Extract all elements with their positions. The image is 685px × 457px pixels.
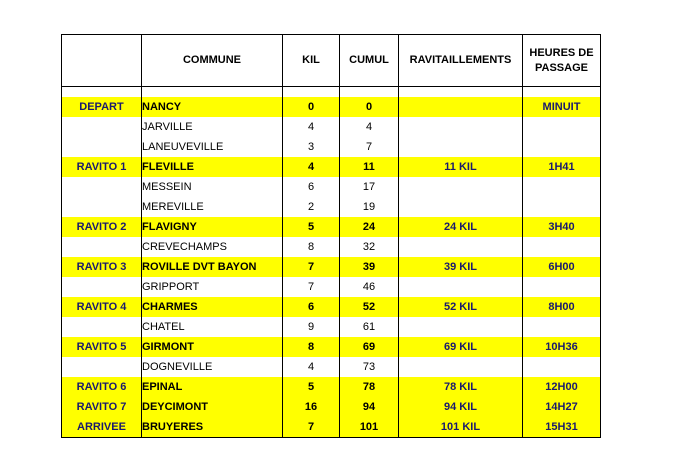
commune-cell: CREVECHAMPS [142,237,283,257]
stage-cell [62,237,142,257]
time-cell: 6H00 [523,257,601,277]
cumul-cell: 101 [340,417,399,438]
time-cell [523,177,601,197]
table-row [62,277,601,297]
stage-cell: RAVITO 2 [62,217,142,237]
km-cell: 6 [283,177,340,197]
time-cell: 10H36 [523,337,601,357]
cumul-cell: 4 [340,117,399,137]
cumul-cell: 19 [340,197,399,217]
table-row [62,297,601,317]
refuel-cell [399,197,523,217]
table-row [62,417,601,438]
km-cell: 5 [283,217,340,237]
commune-cell: DEYCIMONT [142,397,283,417]
commune-cell: CHATEL [142,317,283,337]
cumul-cell: 61 [340,317,399,337]
header-commune: COMMUNE [142,35,283,87]
km-cell: 6 [283,297,340,317]
cumul-cell: 69 [340,337,399,357]
km-cell: 3 [283,137,340,157]
commune-cell: ROVILLE DVT BAYON [142,257,283,277]
commune-cell: FLEVILLE [142,157,283,177]
commune-cell: JARVILLE [142,117,283,137]
refuel-cell: 78 KIL [399,377,523,397]
km-cell: 0 [283,97,340,117]
km-cell: 9 [283,317,340,337]
stage-cell: RAVITO 3 [62,257,142,277]
time-cell: 1H41 [523,157,601,177]
km-cell: 16 [283,397,340,417]
commune-cell: CHARMES [142,297,283,317]
commune-cell: GRIPPORT [142,277,283,297]
time-cell: 3H40 [523,217,601,237]
cumul-cell: 17 [340,177,399,197]
refuel-cell [399,237,523,257]
time-cell: 15H31 [523,417,601,438]
spacer-cell [283,87,340,98]
cumul-cell: 78 [340,377,399,397]
refuel-cell [399,117,523,137]
time-cell: 14H27 [523,397,601,417]
time-cell [523,237,601,257]
refuel-cell [399,357,523,377]
header-cumul: CUMUL [340,35,399,87]
km-cell: 7 [283,257,340,277]
header-row [62,35,601,87]
cumul-cell: 0 [340,97,399,117]
cumul-cell: 24 [340,217,399,237]
km-cell: 8 [283,337,340,357]
table-row [62,357,601,377]
stage-cell [62,357,142,377]
km-cell: 2 [283,197,340,217]
table-header [62,35,601,87]
refuel-cell [399,177,523,197]
table-row [62,177,601,197]
time-cell: MINUIT [523,97,601,117]
refuel-cell [399,137,523,157]
cumul-cell: 94 [340,397,399,417]
cumul-cell: 73 [340,357,399,377]
table-row [62,97,601,117]
time-cell [523,197,601,217]
cumul-cell: 52 [340,297,399,317]
refuel-cell: 101 KIL [399,417,523,438]
spacer-cell [340,87,399,98]
cumul-cell: 32 [340,237,399,257]
spacer-row [62,87,601,98]
refuel-cell: 52 KIL [399,297,523,317]
refuel-cell [399,317,523,337]
table-row [62,337,601,357]
table-row [62,317,601,337]
refuel-cell [399,277,523,297]
refuel-cell: 69 KIL [399,337,523,357]
refuel-cell: 11 KIL [399,157,523,177]
commune-cell: BRUYERES [142,417,283,438]
stage-cell: ARRIVEE [62,417,142,438]
time-cell [523,357,601,377]
commune-cell: GIRMONT [142,337,283,357]
stage-cell [62,117,142,137]
km-cell: 4 [283,117,340,137]
refuel-cell: 94 KIL [399,397,523,417]
table-row [62,197,601,217]
stage-cell: DEPART [62,97,142,117]
header-refuel: RAVITAILLEMENTS [399,35,523,87]
commune-cell: MEREVILLE [142,197,283,217]
stage-cell [62,177,142,197]
refuel-cell: 39 KIL [399,257,523,277]
header-km: KIL [283,35,340,87]
route-table [61,34,601,438]
stage-cell: RAVITO 7 [62,397,142,417]
km-cell: 7 [283,417,340,438]
commune-cell: LANEUVEVILLE [142,137,283,157]
commune-cell: MESSEIN [142,177,283,197]
cumul-cell: 46 [340,277,399,297]
km-cell: 7 [283,277,340,297]
spacer-cell [399,87,523,98]
spacer-cell [62,87,142,98]
stage-cell: RAVITO 5 [62,337,142,357]
commune-cell: EPINAL [142,377,283,397]
cumul-cell: 11 [340,157,399,177]
table-row [62,137,601,157]
stage-cell: RAVITO 6 [62,377,142,397]
refuel-cell [399,97,523,117]
spacer-cell [142,87,283,98]
stage-cell [62,197,142,217]
time-cell: 8H00 [523,297,601,317]
commune-cell: DOGNEVILLE [142,357,283,377]
header-time: HEURES DE PASSAGE [523,35,601,87]
time-cell [523,117,601,137]
spacer-cell [523,87,601,98]
commune-cell: FLAVIGNY [142,217,283,237]
table-body [62,87,601,438]
cumul-cell: 7 [340,137,399,157]
time-cell: 12H00 [523,377,601,397]
km-cell: 4 [283,357,340,377]
time-cell [523,277,601,297]
table-row [62,217,601,237]
table-row [62,237,601,257]
km-cell: 4 [283,157,340,177]
table-row [62,257,601,277]
stage-cell [62,317,142,337]
refuel-cell: 24 KIL [399,217,523,237]
table-row [62,117,601,137]
table-row [62,157,601,177]
stage-cell: RAVITO 1 [62,157,142,177]
stage-cell: RAVITO 4 [62,297,142,317]
stage-cell [62,277,142,297]
stage-cell [62,137,142,157]
time-cell [523,137,601,157]
commune-cell: NANCY [142,97,283,117]
km-cell: 8 [283,237,340,257]
table-row [62,397,601,417]
time-cell [523,317,601,337]
cumul-cell: 39 [340,257,399,277]
km-cell: 5 [283,377,340,397]
header-stage [62,35,142,87]
table-row [62,377,601,397]
